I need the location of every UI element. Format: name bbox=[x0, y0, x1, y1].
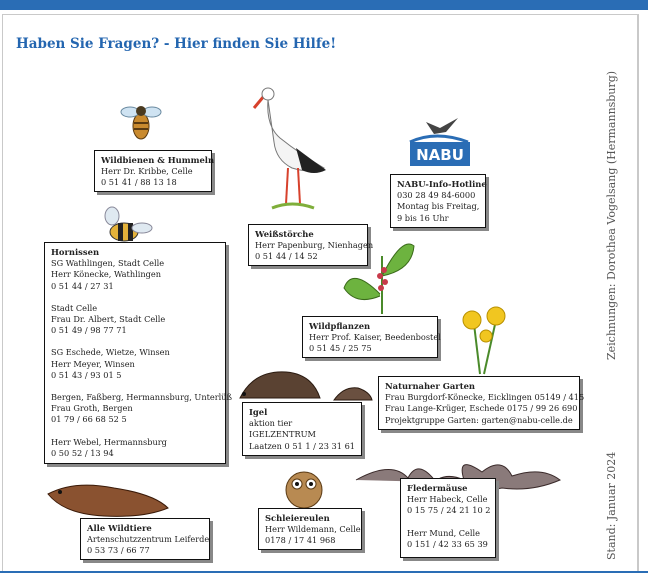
contact-person: Herr Mund, Celle bbox=[407, 527, 480, 538]
wild-animal-illustration bbox=[44, 478, 174, 520]
bottom-accent-bar bbox=[0, 571, 648, 573]
contact-heading: Fledermäuse bbox=[407, 483, 468, 493]
illustration-credit: Zeichnungen: Dorothea Vogelsang (Hermannsburg) bbox=[605, 70, 618, 360]
contact-phone: 0 51 49 / 98 77 71 bbox=[51, 325, 127, 336]
contact-heading: Hornissen bbox=[51, 247, 100, 257]
contact-alle-wildtiere bbox=[80, 518, 210, 560]
stand-date: Stand: Januar 2024 bbox=[605, 451, 618, 560]
contact-person: Frau Groth, Bergen bbox=[51, 403, 133, 414]
contact-org: aktion tier bbox=[249, 418, 293, 429]
contact-person: Herr Habeck, Celle bbox=[407, 494, 488, 505]
contact-phone: 0 53 73 / 66 77 bbox=[87, 545, 150, 556]
white-stork-illustration bbox=[252, 76, 332, 216]
contact-person: Herr Papenburg, Nienhagen bbox=[255, 240, 374, 251]
nabu-logo-text: NABU bbox=[416, 146, 464, 164]
contact-person: Herr Prof. Kaiser, Beedenbostel bbox=[309, 332, 441, 343]
contact-phone: 0 51 44 / 14 52 bbox=[255, 251, 318, 262]
contact-phone: 0178 / 17 41 968 bbox=[265, 535, 336, 546]
bumblebee-illustration bbox=[98, 206, 156, 244]
contact-region: SG Wathlingen, Stadt Celle bbox=[51, 258, 165, 269]
contact-person: Frau Lange-Krüger, Eschede 0175 / 99 26 690 bbox=[385, 403, 578, 414]
contact-phone: Laatzen 0 51 1 / 23 31 61 bbox=[249, 440, 355, 451]
contact-phone: 0 151 / 42 33 65 39 bbox=[407, 538, 488, 549]
contact-person: Frau Burgdorf-Könecke, Eicklingen 05149 / 415 bbox=[385, 392, 585, 403]
contact-phone: 0 51 44 / 27 31 bbox=[51, 280, 114, 291]
contact-person: Herr Meyer, Winsen bbox=[51, 358, 135, 369]
contact-phone: 01 79 / 66 68 52 5 bbox=[51, 414, 127, 425]
contact-phone: 0 51 45 / 25 75 bbox=[309, 343, 372, 354]
contact-wildbienen bbox=[94, 150, 215, 192]
contact-naturnaher-garten bbox=[378, 376, 585, 430]
contact-person: Herr Wildemann, Celle bbox=[265, 524, 361, 535]
contact-phone: 0 51 43 / 93 01 5 bbox=[51, 369, 122, 380]
contact-heading: Naturnaher Garten bbox=[385, 381, 475, 391]
page-title: Haben Sie Fragen? - Hier finden Sie Hilfe! bbox=[16, 36, 337, 52]
contact-phone: 0 51 41 / 88 13 18 bbox=[101, 177, 177, 188]
contact-nabu-hotline bbox=[390, 174, 486, 228]
contact-person: Frau Dr. Albert, Stadt Celle bbox=[51, 314, 166, 325]
contact-igel bbox=[242, 402, 362, 456]
contact-email: Projektgruppe Garten: garten@nabu-celle.de bbox=[385, 414, 573, 425]
contact-region: SG Eschede, Wietze, Winsen bbox=[51, 347, 170, 358]
dandelion-illustration bbox=[456, 306, 510, 376]
contact-heading: NABU-Info-Hotline bbox=[397, 179, 487, 189]
contact-heading: Wildbienen & Hummeln bbox=[101, 155, 215, 165]
top-accent-bar bbox=[0, 0, 648, 10]
contact-person: Herr Dr. Kribbe, Celle bbox=[101, 166, 193, 177]
contact-person: Herr Könecke, Wathlingen bbox=[51, 269, 161, 280]
contact-hours: Montag bis Freitag, bbox=[397, 201, 480, 212]
contact-region: Stadt Celle bbox=[51, 302, 98, 313]
contact-heading: Weißstörche bbox=[255, 229, 314, 239]
contact-hours: 9 bis 16 Uhr bbox=[397, 212, 449, 223]
contact-person: Herr Webel, Hermannsburg bbox=[51, 436, 167, 447]
contact-phone: 0 50 52 / 13 94 bbox=[51, 447, 114, 458]
contact-org: Artenschutzzentrum Leiferde bbox=[87, 534, 210, 545]
contact-phone: 030 28 49 84-6000 bbox=[397, 190, 476, 201]
contact-heading: Wildpflanzen bbox=[309, 321, 371, 331]
contact-org: IGELZENTRUM bbox=[249, 429, 316, 440]
contact-heading: Alle Wildtiere bbox=[87, 523, 152, 533]
contact-heading: Igel bbox=[249, 407, 268, 417]
contact-region: Bergen, Faßberg, Hermannsburg, Unterlüß bbox=[51, 392, 233, 403]
contact-hornissen bbox=[44, 242, 233, 464]
contact-wildpflanzen bbox=[302, 316, 441, 358]
contact-fledermaeuse bbox=[400, 478, 496, 558]
contact-phone: 0 15 75 / 24 21 10 2 bbox=[407, 505, 491, 516]
contact-weissstoerche bbox=[248, 224, 374, 266]
contact-schleiereulen bbox=[258, 508, 362, 550]
wild-bee-illustration bbox=[118, 98, 164, 148]
nabu-logo bbox=[406, 112, 472, 170]
hedgehog-illustration bbox=[234, 364, 374, 404]
barn-owl-illustration bbox=[280, 462, 330, 510]
contact-heading: Schleiereulen bbox=[265, 513, 330, 523]
